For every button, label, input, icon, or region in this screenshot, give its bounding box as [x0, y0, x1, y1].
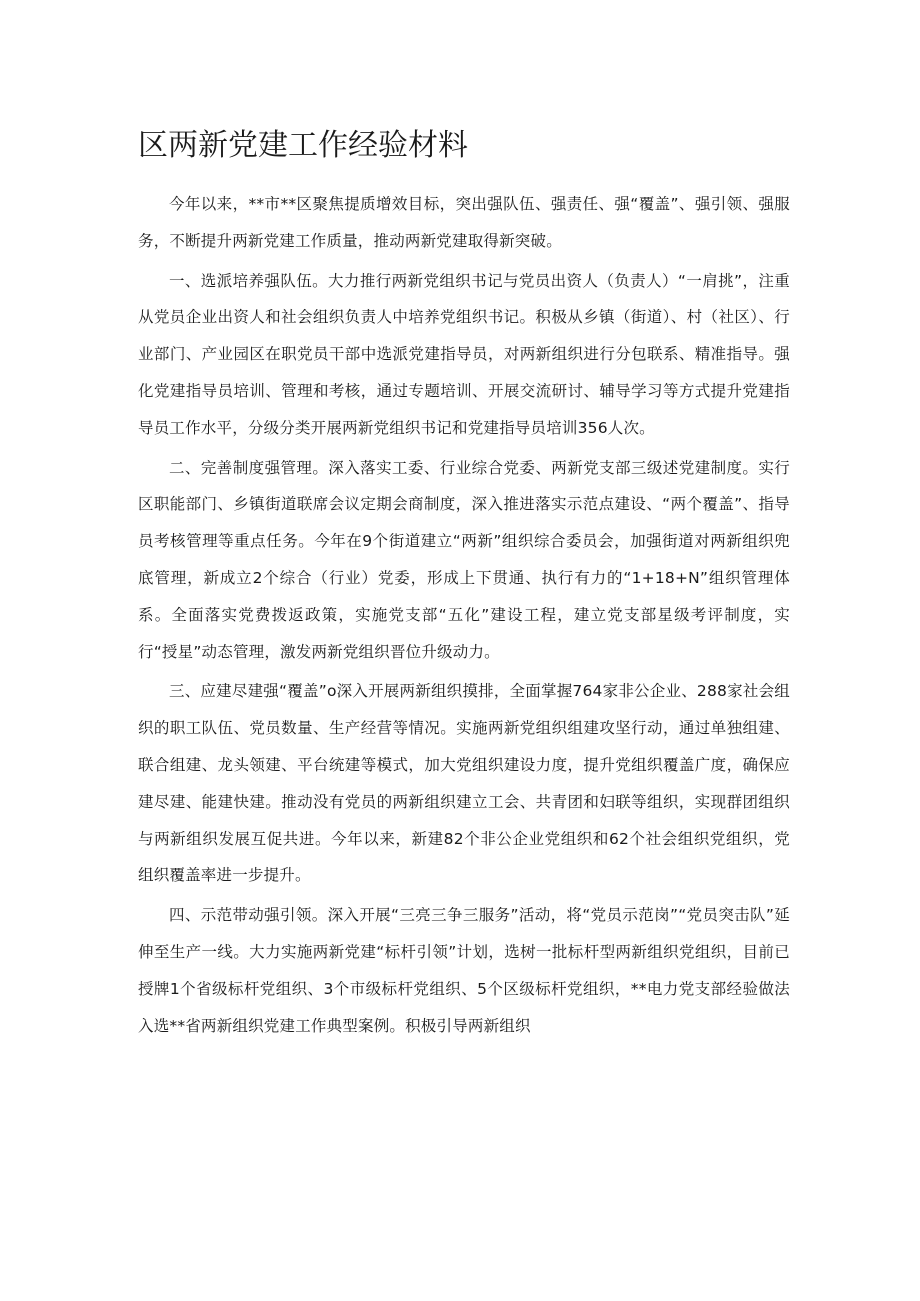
document-body: [138, 186, 790, 1047]
document-title: 区两新党建工作经验材料: [138, 128, 468, 163]
paragraph-intro: 今年以来，**市**区聚焦提质增效目标，突出强队伍、强责任、强“覆盖”、强引领、强服务，不断提升两新党建工作质量，推动两新党建取得新突破。: [138, 195, 790, 250]
paragraph-section-3: 三、应建尽建强“覆盖”o深入开展两新组织摸排，全面掌握764家非公企业、288家社会组织的职工队伍、党员数量、生产经营等情况。实施两新党组织组建攻坚行动，通过单独组建、联合组建、龙头领建、平台统建等模式，加大党组织建设力度，提升党组织覆盖广度，确保应建尽建、能建快建。推动没有党员的两新组织建立工会、共青团和妇联等组织，实现群团组织与两新组织发展互促共进。今年以来，新建82个非公企业党组织和62个社会组织党组织，党组织覆盖率进一步提升。: [138, 682, 790, 885]
paragraph-section-1: 一、选派培养强队伍。大力推行两新党组织书记与党员出资人（负责人）“一肩挑”，注重从党员企业出资人和社会组织负责人中培养党组织书记。积极从乡镇（街道）、村（社区）、行业部门、产业园区在职党员干部中选派党建指导员，对两新组织进行分包联系、精准指导。强化党建指导员培训、管理和考核，通过专题培训、开展交流研讨、辅导学习等方式提升党建指导员工作水平，分级分类开展两新党组织书记和党建指导员培训356人次。: [138, 271, 790, 437]
paragraph-section-4: 四、示范带动强引领。深入开展“三亮三争三服务”活动，将“党员示范岗”“党员突击队”延伸至生产一线。大力实施两新党建“标杆引领”计划，选树一批标杆型两新组织党组织，目前已授牌1个省级标杆党组织、3个市级标杆党组织、5个区级标杆党组织，**电力党支部经验做法入选**省两新组织党建工作典型案例。积极引导两新组织: [138, 906, 790, 1035]
paragraph-section-2: 二、完善制度强管理。深入落实工委、行业综合党委、两新党支部三级述党建制度。实行区职能部门、乡镇街道联席会议定期会商制度，深入推进落实示范点建设、“两个覆盖”、指导员考核管理等重点任务。今年在9个街道建立“两新”组织综合委员会，加强街道对两新组织兜底管理，新成立2个综合（行业）党委，形成上下贯通、执行有力的“1+18+N”组织管理体系。全面落实党费拨返政策，实施党支部“五化”建设工程，建立党支部星级考评制度，实行“授星”动态管理，激发两新党组织晋位升级动力。: [138, 458, 790, 661]
